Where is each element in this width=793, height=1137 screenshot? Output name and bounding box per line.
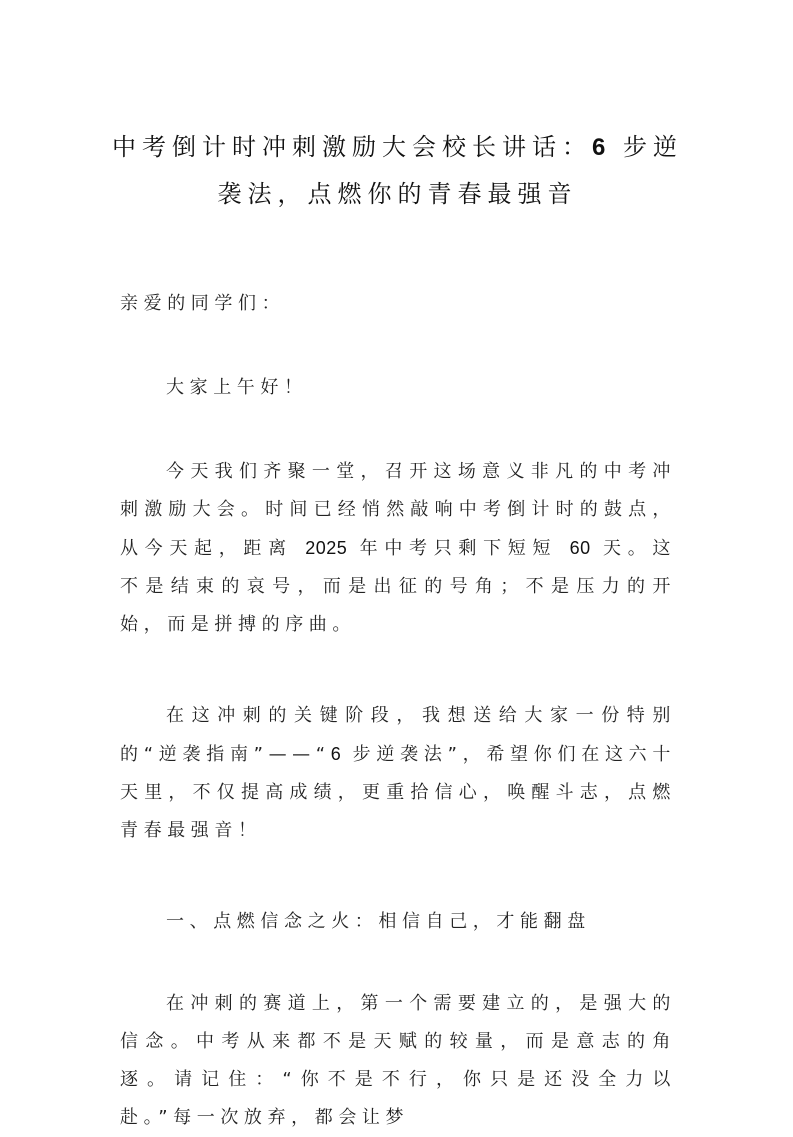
days-remaining: 60	[569, 538, 591, 558]
title-step-number: 6	[592, 134, 610, 161]
paragraph-guide	[120, 697, 676, 850]
section-1-paragraph: 在冲刺的赛道上，第一个需要建立的，是强大的信念。中考从来都不是天赋的较量，而是意志的角逐。请记住：“你不是不行，你只是还没全力以赴。”每一次放弃，都会让梦	[120, 993, 676, 1128]
title-line1-prefix: 中考倒计时冲刺激励大会校长讲话：	[112, 133, 592, 161]
paragraph-guide-text-2: 步逆袭法”，希望你们在这六十天里，不仅提高成绩，更重拾信心，唤醒斗志，点燃青春最强音！	[120, 744, 676, 841]
greeting: 大家上午好！	[166, 377, 308, 398]
paragraph-opening	[120, 453, 676, 644]
paragraph-opening-text-2: 年中考只剩下短短	[347, 538, 570, 559]
section-heading-1: 一、点燃信念之火：相信自己，才能翻盘	[166, 911, 591, 932]
document-title	[110, 124, 685, 217]
salutation: 亲爱的同学们：	[120, 293, 286, 314]
paragraph-spacer	[120, 850, 676, 903]
document-body	[120, 285, 676, 1137]
title-line1-suffix: 步逆	[609, 133, 683, 161]
exam-year: 2025	[305, 538, 348, 558]
title-line2: 袭法，点燃你的青春最强音	[217, 180, 578, 208]
paragraph-guide-text-1: 在这冲刺的关键阶段，我想送给大家一份特别的“逆袭指南”——“	[120, 705, 676, 765]
paragraph-spacer	[120, 644, 676, 697]
paragraph-spacer	[120, 323, 676, 369]
paragraph-opening-text-3: 天。这不是结束的哀号，而是出征的号角；不是压力的开始，而是拼搏的序曲。	[120, 538, 676, 635]
steps-number: 6	[330, 744, 342, 764]
paragraph-spacer	[120, 941, 676, 985]
paragraph-spacer	[120, 407, 676, 453]
paragraph-opening-text-1: 今天我们齐聚一堂，召开这场意义非凡的中考冲刺激励大会。时间已经悄然敲响中考倒计时的鼓点，从今天起，距离	[120, 461, 676, 559]
